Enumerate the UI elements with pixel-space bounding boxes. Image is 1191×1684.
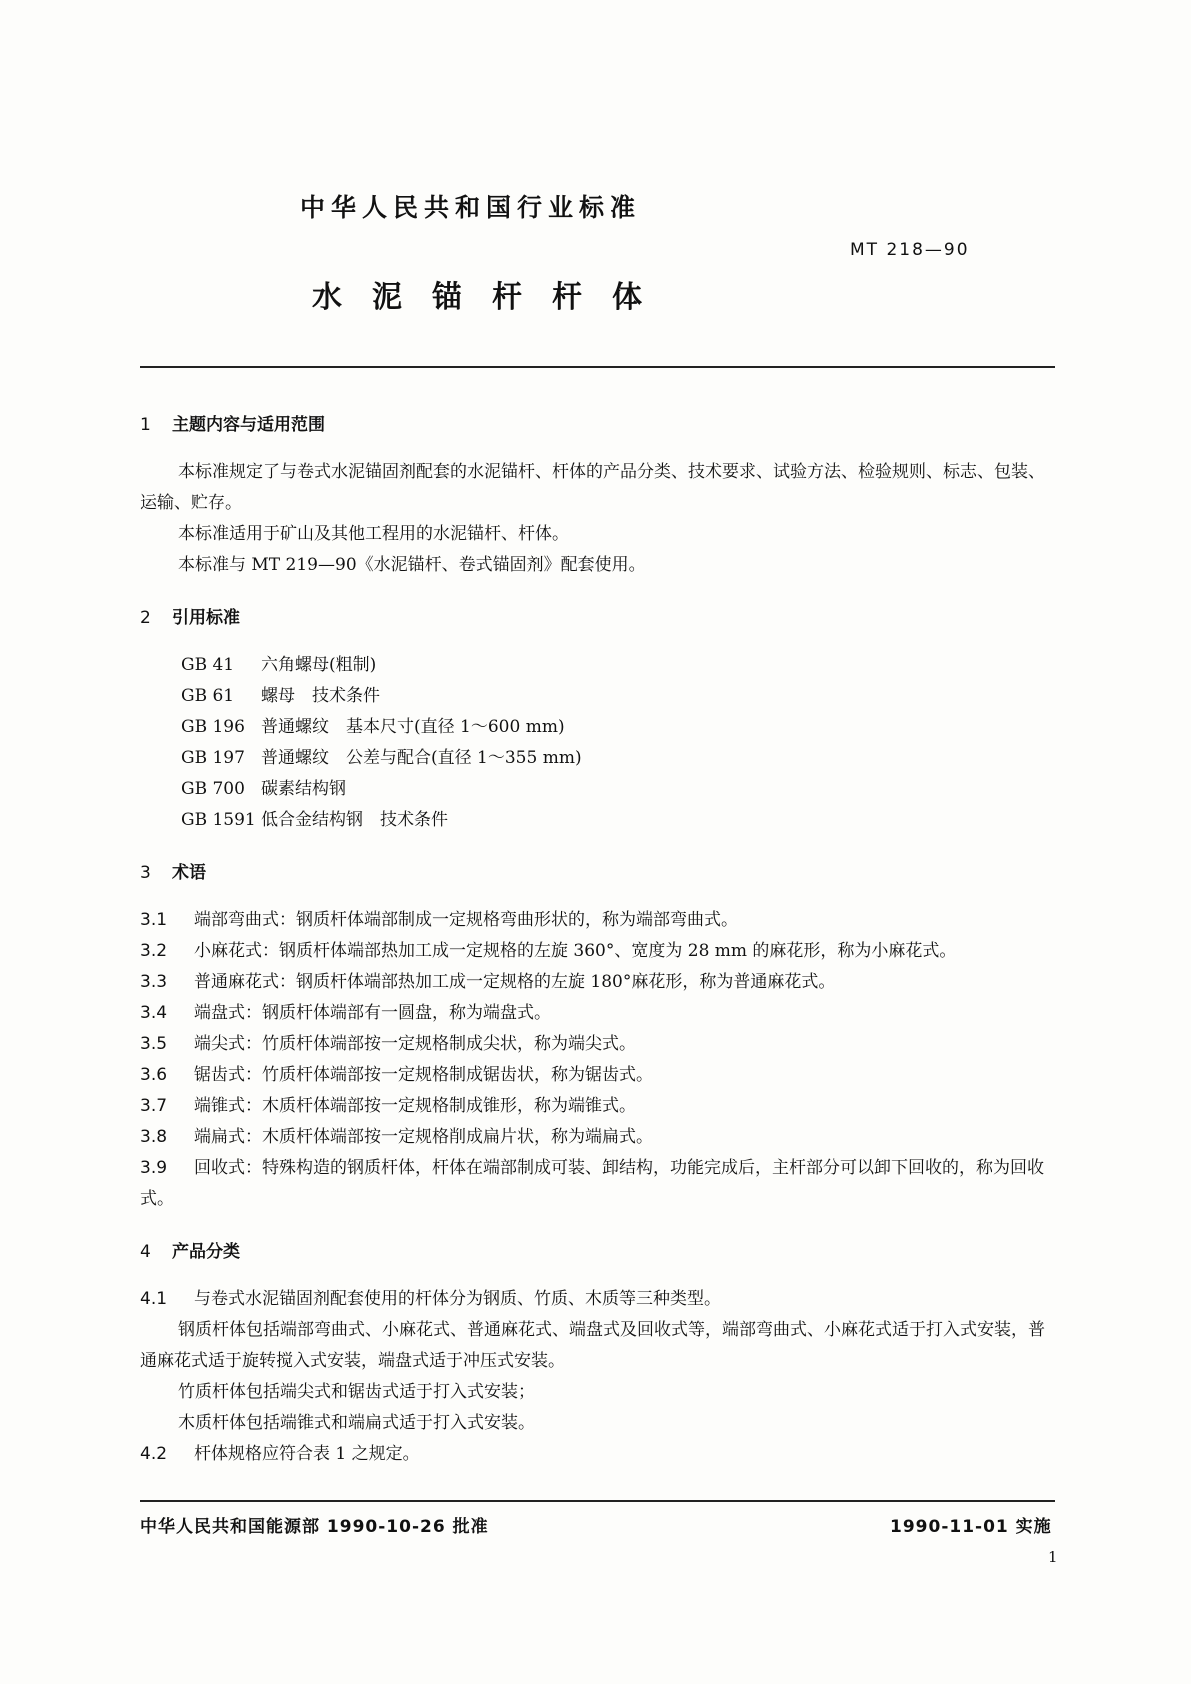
reference-item <box>140 650 1055 681</box>
clause-4-2 <box>140 1439 1055 1470</box>
clause-number: 4.1 <box>140 1289 168 1309</box>
term-text: 端盘式：钢质杆体端部有一圆盘，称为端盘式。 <box>194 1003 551 1023</box>
reference-code: GB 41 <box>181 655 235 675</box>
term-item <box>140 1029 1055 1060</box>
term-item <box>140 1153 1055 1215</box>
approval-line: 中华人民共和国能源部 1990-10-26 批准 <box>140 1517 489 1537</box>
clause-text: 杆体规格应符合表 1 之规定。 <box>194 1444 420 1464</box>
section-4-heading <box>140 1237 1055 1262</box>
reference-text: 低合金结构钢 技术条件 <box>261 810 448 830</box>
clause-number: 3.9 <box>140 1158 168 1178</box>
term-item <box>140 967 1055 998</box>
reference-code: GB 196 <box>181 717 245 737</box>
term-text: 端锥式：木质杆体端部按一定规格制成锥形，称为端锥式。 <box>194 1096 636 1116</box>
reference-item <box>140 681 1055 712</box>
reference-text: 螺母 技术条件 <box>261 686 380 706</box>
term-text: 端扁式：木质杆体端部按一定规格削成扁片状，称为端扁式。 <box>194 1127 653 1147</box>
paragraph: 钢质杆体包括端部弯曲式、小麻花式、普通麻花式、端盘式及回收式等，端部弯曲式、小麻花式适于打入式安装，普通麻花式适于旋转搅入式安装，端盘式适于冲压式安装。 <box>140 1320 1045 1371</box>
reference-code: GB 197 <box>181 748 245 768</box>
section-number: 2 <box>140 608 151 628</box>
document-body <box>140 410 1055 1470</box>
paragraph: 竹质杆体包括端尖式和锯齿式适于打入式安装； <box>178 1382 535 1402</box>
clause-4-1 <box>140 1284 1055 1315</box>
document-title: 水泥锚杆杆体 <box>312 280 672 315</box>
section-title: 产品分类 <box>172 1242 240 1262</box>
clause-number: 3.5 <box>140 1034 168 1054</box>
term-item <box>140 998 1055 1029</box>
section-number: 3 <box>140 863 151 883</box>
reference-text: 六角螺母(粗制) <box>261 655 377 675</box>
section-1-heading <box>140 410 1055 435</box>
clause-number: 3.1 <box>140 910 168 930</box>
section-title: 引用标准 <box>172 608 240 628</box>
reference-item <box>140 743 1055 774</box>
term-item <box>140 1091 1055 1122</box>
section-title: 主题内容与适用范围 <box>172 415 325 435</box>
section-number: 1 <box>140 415 151 435</box>
section-3-heading <box>140 858 1055 883</box>
term-item <box>140 905 1055 936</box>
standard-category-title: 中华人民共和国行业标准 <box>300 193 642 222</box>
header-divider <box>140 366 1055 368</box>
reference-text: 普通螺纹 公差与配合(直径 1～355 mm) <box>261 748 582 768</box>
term-text: 锯齿式：竹质杆体端部按一定规格制成锯齿状，称为锯齿式。 <box>194 1065 653 1085</box>
term-text: 端尖式：竹质杆体端部按一定规格制成尖状，称为端尖式。 <box>194 1034 636 1054</box>
clause-number: 4.2 <box>140 1444 168 1464</box>
term-item <box>140 1122 1055 1153</box>
footer-divider <box>140 1500 1055 1502</box>
reference-code: GB 700 <box>181 779 245 799</box>
term-text: 端部弯曲式：钢质杆体端部制成一定规格弯曲形状的，称为端部弯曲式。 <box>194 910 738 930</box>
reference-text: 普通螺纹 基本尺寸(直径 1～600 mm) <box>261 717 565 737</box>
paragraph: 木质杆体包括端锥式和端扁式适于打入式安装。 <box>178 1413 535 1433</box>
reference-item <box>140 712 1055 743</box>
reference-code: GB 1591 <box>181 810 256 830</box>
standard-code: MT 218—90 <box>850 240 970 260</box>
clause-number: 3.2 <box>140 941 168 961</box>
paragraph: 本标准与 MT 219—90《水泥锚杆、卷式锚固剂》配套使用。 <box>178 555 646 575</box>
term-text: 回收式：特殊构造的钢质杆体，杆体在端部制成可装、卸结构，功能完成后，主杆部分可以卸下回收的，称为回收式。 <box>140 1158 1044 1209</box>
term-item <box>140 936 1055 967</box>
reference-item <box>140 774 1055 805</box>
section-2-heading <box>140 603 1055 628</box>
clause-number: 3.7 <box>140 1096 168 1116</box>
clause-text: 与卷式水泥锚固剂配套使用的杆体分为钢质、竹质、木质等三种类型。 <box>194 1289 721 1309</box>
clause-number: 3.6 <box>140 1065 168 1085</box>
section-title: 术语 <box>172 863 206 883</box>
clause-number: 3.3 <box>140 972 168 992</box>
term-text: 小麻花式：钢质杆体端部热加工成一定规格的左旋 360°、宽度为 28 mm 的麻花形，称为小麻花式。 <box>194 941 957 961</box>
effective-date: 1990-11-01 实施 <box>890 1517 1052 1537</box>
clause-number: 3.4 <box>140 1003 168 1023</box>
page-number: 1 <box>1048 1548 1058 1566</box>
clause-number: 3.8 <box>140 1127 168 1147</box>
reference-code: GB 61 <box>181 686 235 706</box>
section-number: 4 <box>140 1242 151 1262</box>
term-item <box>140 1060 1055 1091</box>
reference-item <box>140 805 1055 836</box>
term-text: 普通麻花式：钢质杆体端部热加工成一定规格的左旋 180°麻花形，称为普通麻花式。 <box>194 972 836 992</box>
paragraph: 本标准规定了与卷式水泥锚固剂配套的水泥锚杆、杆体的产品分类、技术要求、试验方法、检验规则、标志、包装、运输、贮存。 <box>140 462 1045 513</box>
paragraph: 本标准适用于矿山及其他工程用的水泥锚杆、杆体。 <box>178 524 569 544</box>
reference-text: 碳素结构钢 <box>261 779 346 799</box>
